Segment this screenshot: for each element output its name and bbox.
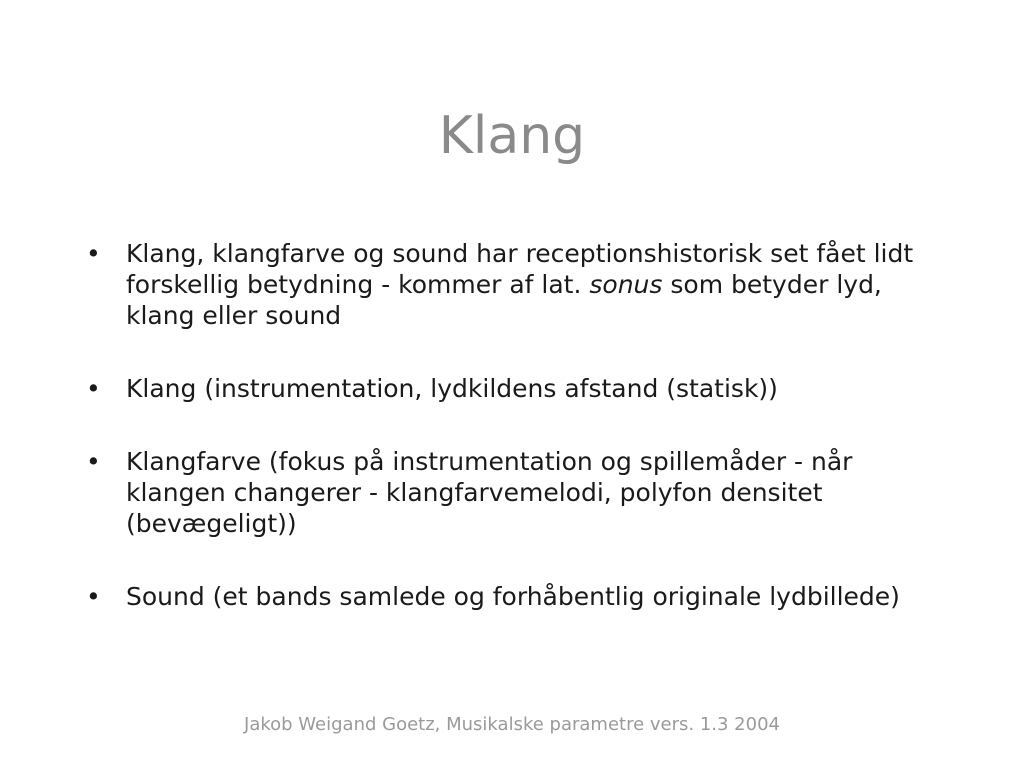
bullet-item-sound bbox=[86, 581, 946, 612]
bullet-text-after: som betyder lyd, klang eller sound bbox=[126, 270, 882, 330]
bullet-text-before: Klang, klangfarve og sound har receptionshistorisk set fået lidt forskellig betydning - kommer af lat. bbox=[126, 239, 914, 299]
slide-title: Klang bbox=[438, 106, 586, 166]
bullet-item-klangfarve bbox=[86, 446, 946, 539]
bullet-text: Klang (instrumentation, lydkildens afstand (statisk)) bbox=[126, 374, 778, 403]
bullet-text-emphasis: sonus bbox=[589, 270, 663, 299]
bullet-text: Sound (et bands samlede og forhåbentlig originale lydbillede) bbox=[126, 582, 900, 611]
bullet-text: Klangfarve (fokus på instrumentation og spillemåder - når klangen changerer - klangfarvemelodi, polyfon densitet (bevægeligt)) bbox=[126, 447, 853, 538]
bullet-icon: • bbox=[86, 582, 101, 611]
bullet-list bbox=[86, 238, 946, 654]
bullet-icon: • bbox=[86, 374, 101, 403]
bullet-icon: • bbox=[86, 239, 101, 268]
slide-footer: Jakob Weigand Goetz, Musikalske parametre vers. 1.3 2004 bbox=[244, 714, 780, 735]
bullet-icon: • bbox=[86, 447, 101, 476]
bullet-item-klang bbox=[86, 373, 946, 404]
bullet-item-sonus bbox=[86, 238, 946, 331]
